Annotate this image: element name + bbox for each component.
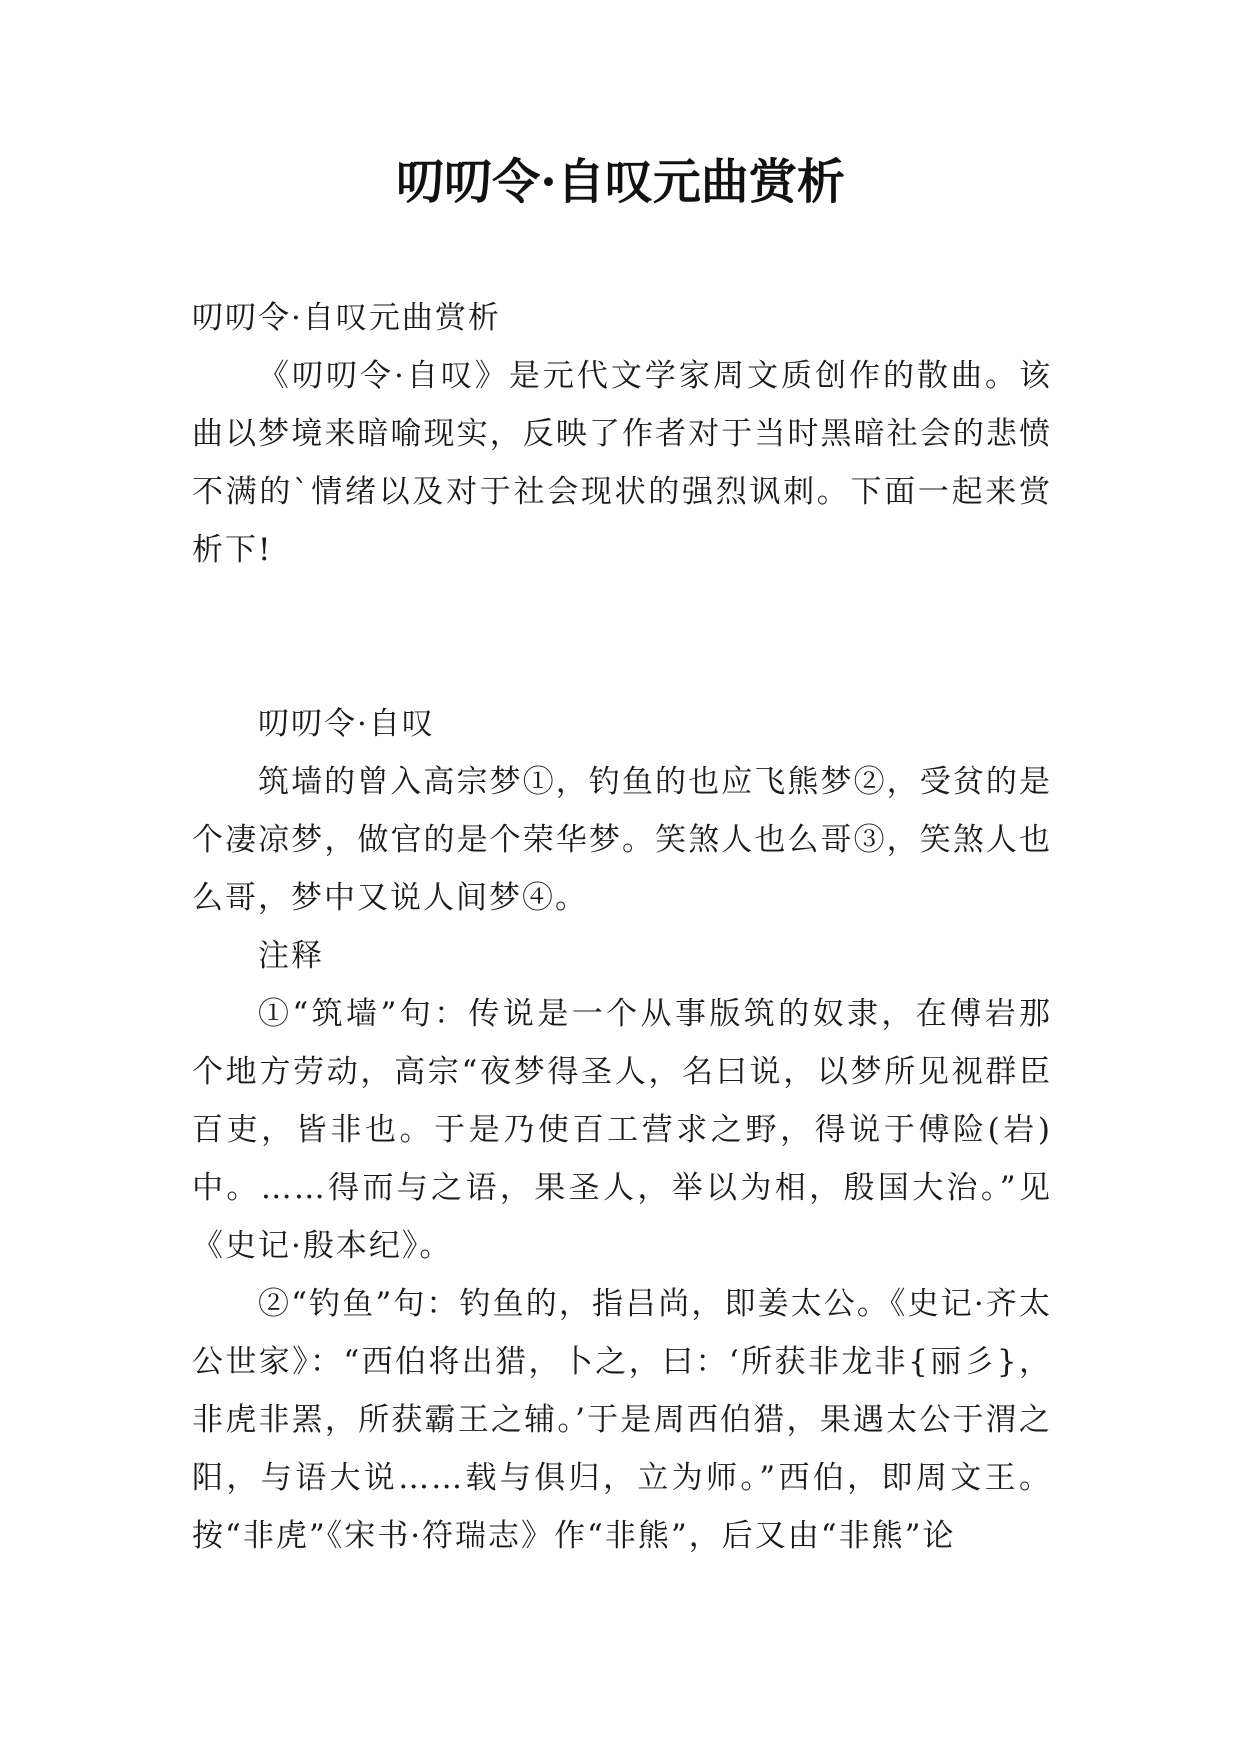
document-body bbox=[192, 289, 1052, 1565]
intro-paragraph: 《叨叨令·自叹》是元代文学家周文质创作的散曲。该曲以梦境来暗喻现实，反映了作者对于当时黑暗社会的悲愤不满的`情绪以及对于社会现状的强烈讽刺。下面一起来赏析下! bbox=[192, 358, 1052, 568]
subtitle-line: 叨叨令·自叹元曲赏析 bbox=[192, 300, 501, 336]
notes-heading: 注释 bbox=[258, 938, 324, 974]
note-1: ①“筑墙”句：传说是一个从事版筑的奴隶，在傅岩那个地方劳动，高宗“夜梦得圣人，名曰说，以梦所见视群臣百吏，皆非也。于是乃使百工营求之野，得说于傅险(岩)中。……得而与之语，果圣人，举以为相，殷国大治。”见《史记·殷本纪》。 bbox=[192, 996, 1052, 1264]
note-2: ②“钓鱼”句：钓鱼的，指吕尚，即姜太公。《史记·齐太公世家》：“西伯将出猎，卜之，曰：‘所获非龙非{丽彡}，非虎非罴，所获霸王之辅。’于是周西伯猎，果遇太公于渭之阳，与语大说……载与俱归，立为师。”西伯，即周文王。按“非虎”《宋书·符瑞志》作“非熊”，后又由“非熊”论 bbox=[192, 1286, 1052, 1554]
poem-title: 叨叨令·自叹 bbox=[258, 706, 435, 742]
document-title: 叨叨令·自叹元曲赏析 bbox=[396, 154, 845, 210]
paragraph-spacer bbox=[192, 579, 1052, 695]
poem-text: 筑墙的曾入高宗梦①，钓鱼的也应飞熊梦②，受贫的是个凄凉梦，做官的是个荣华梦。笑煞人也么哥③，笑煞人也么哥，梦中又说人间梦④。 bbox=[192, 764, 1052, 916]
